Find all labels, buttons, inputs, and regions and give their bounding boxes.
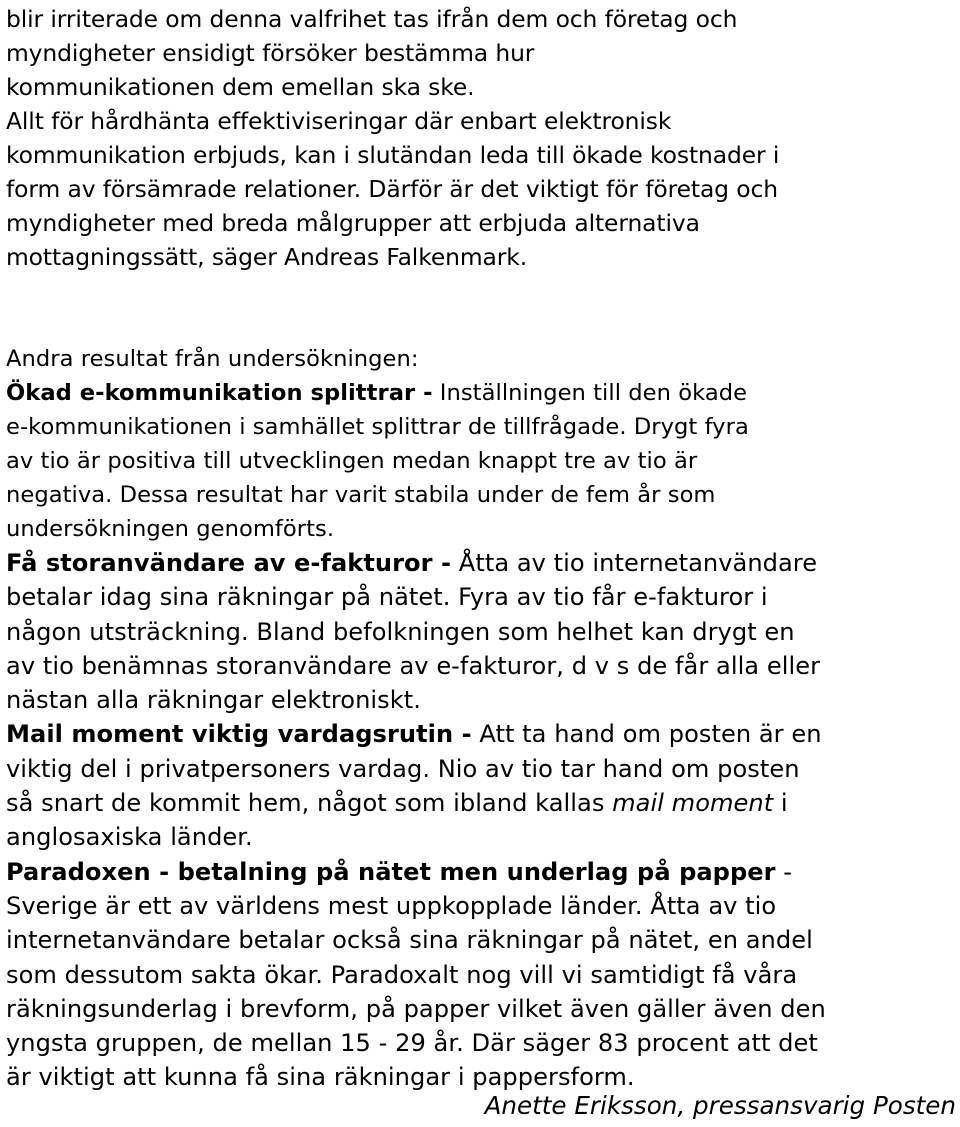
intro-paragraph [6, 2, 956, 274]
text-line: anglosaxiska länder. [6, 823, 253, 852]
text-line [6, 855, 956, 889]
text-line: någon utsträckning. Bland befolkningen som helhet kan drygt en [6, 617, 795, 646]
text-line: yngsta gruppen, de mellan 15 - 29 år. Där säger 83 procent att det [6, 1029, 818, 1058]
text-span: - [775, 857, 793, 886]
results-heading: Andra resultat från undersökningen: [6, 346, 419, 372]
text-line: räkningsunderlag i brevform, på papper vilket även gäller även den [6, 994, 826, 1023]
results-section [6, 342, 956, 546]
text-line [6, 786, 956, 820]
text-span: Åtta av tio internetanvändare [451, 549, 818, 577]
text-line: är viktigt att kunna få sina räkningar i pappersform. [6, 1063, 635, 1092]
text-line: nästan alla räkningar elektroniskt. [6, 686, 421, 715]
text-line: negativa. Dessa resultat har varit stabila under de fem år som [6, 482, 716, 508]
text-line: internetanvändare betalar också sina räkningar på nätet, en andel [6, 926, 813, 955]
text-line: undersökningen genomförts. [6, 516, 335, 542]
item-title-mail-moment: Mail moment viktig vardagsrutin - [6, 720, 472, 749]
findings-section [6, 546, 956, 1095]
text-line: kommunikation erbjuds, kan i slutändan leda till ökade kostnader i [6, 141, 780, 169]
text-line: viktig del i privatpersoners vardag. Nio av tio tar hand om posten [6, 754, 800, 783]
text-line: e-kommunikationen i samhället splittrar de tillfrågade. Drygt fyra [6, 414, 749, 440]
text-span: Inställningen till den ökade [432, 380, 748, 406]
text-span: Att ta hand om posten är en [471, 720, 822, 749]
signature: Anette Eriksson, pressansvarig Posten [484, 1091, 956, 1120]
text-line: blir irriterade om denna valfrihet tas ifrån dem och företag och [6, 5, 738, 33]
text-line [6, 717, 956, 751]
text-line: kommunikationen dem emellan ska ske. [6, 73, 475, 101]
text-line: Allt för hårdhänta effektiviseringar där enbart elektronisk [6, 107, 672, 135]
text-span: i [773, 789, 788, 818]
text-line: av tio är positiva till utvecklingen medan knappt tre av tio är [6, 448, 698, 474]
text-line: som dessutom sakta ökar. Paradoxalt nog vill vi samtidigt få våra [6, 960, 798, 989]
item-title-paradox: Paradoxen - betalning på nätet men underlag på papper [6, 857, 776, 886]
text-line: form av försämrade relationer. Därför är det viktigt för företag och [6, 175, 778, 203]
text-line: myndigheter med breda målgrupper att erbjuda alternativa [6, 209, 700, 237]
item-title-e-invoices: Få storanvändare av e-fakturor - [6, 549, 452, 577]
text-line: Sverige är ett av världens mest uppkopplade länder. Åtta av tio [6, 891, 777, 920]
text-line: mottagningssätt, säger Andreas Falkenmark. [6, 243, 528, 271]
text-span: så snart de kommit hem, något som ibland kallas [6, 789, 613, 818]
text-line [6, 376, 956, 410]
document-page [6, 0, 956, 1095]
item-title-e-communication: Ökad e-kommunikation splittrar - [6, 380, 433, 406]
text-line: betalar idag sina räkningar på nätet. Fyra av tio får e-fakturor i [6, 583, 768, 612]
text-line: myndigheter ensidigt försöker bestämma hur [6, 39, 535, 67]
italic-term: mail moment [612, 789, 774, 818]
text-line [6, 546, 956, 580]
text-line: av tio benämnas storanvändare av e-fakturor, d v s de får alla eller [6, 651, 821, 680]
